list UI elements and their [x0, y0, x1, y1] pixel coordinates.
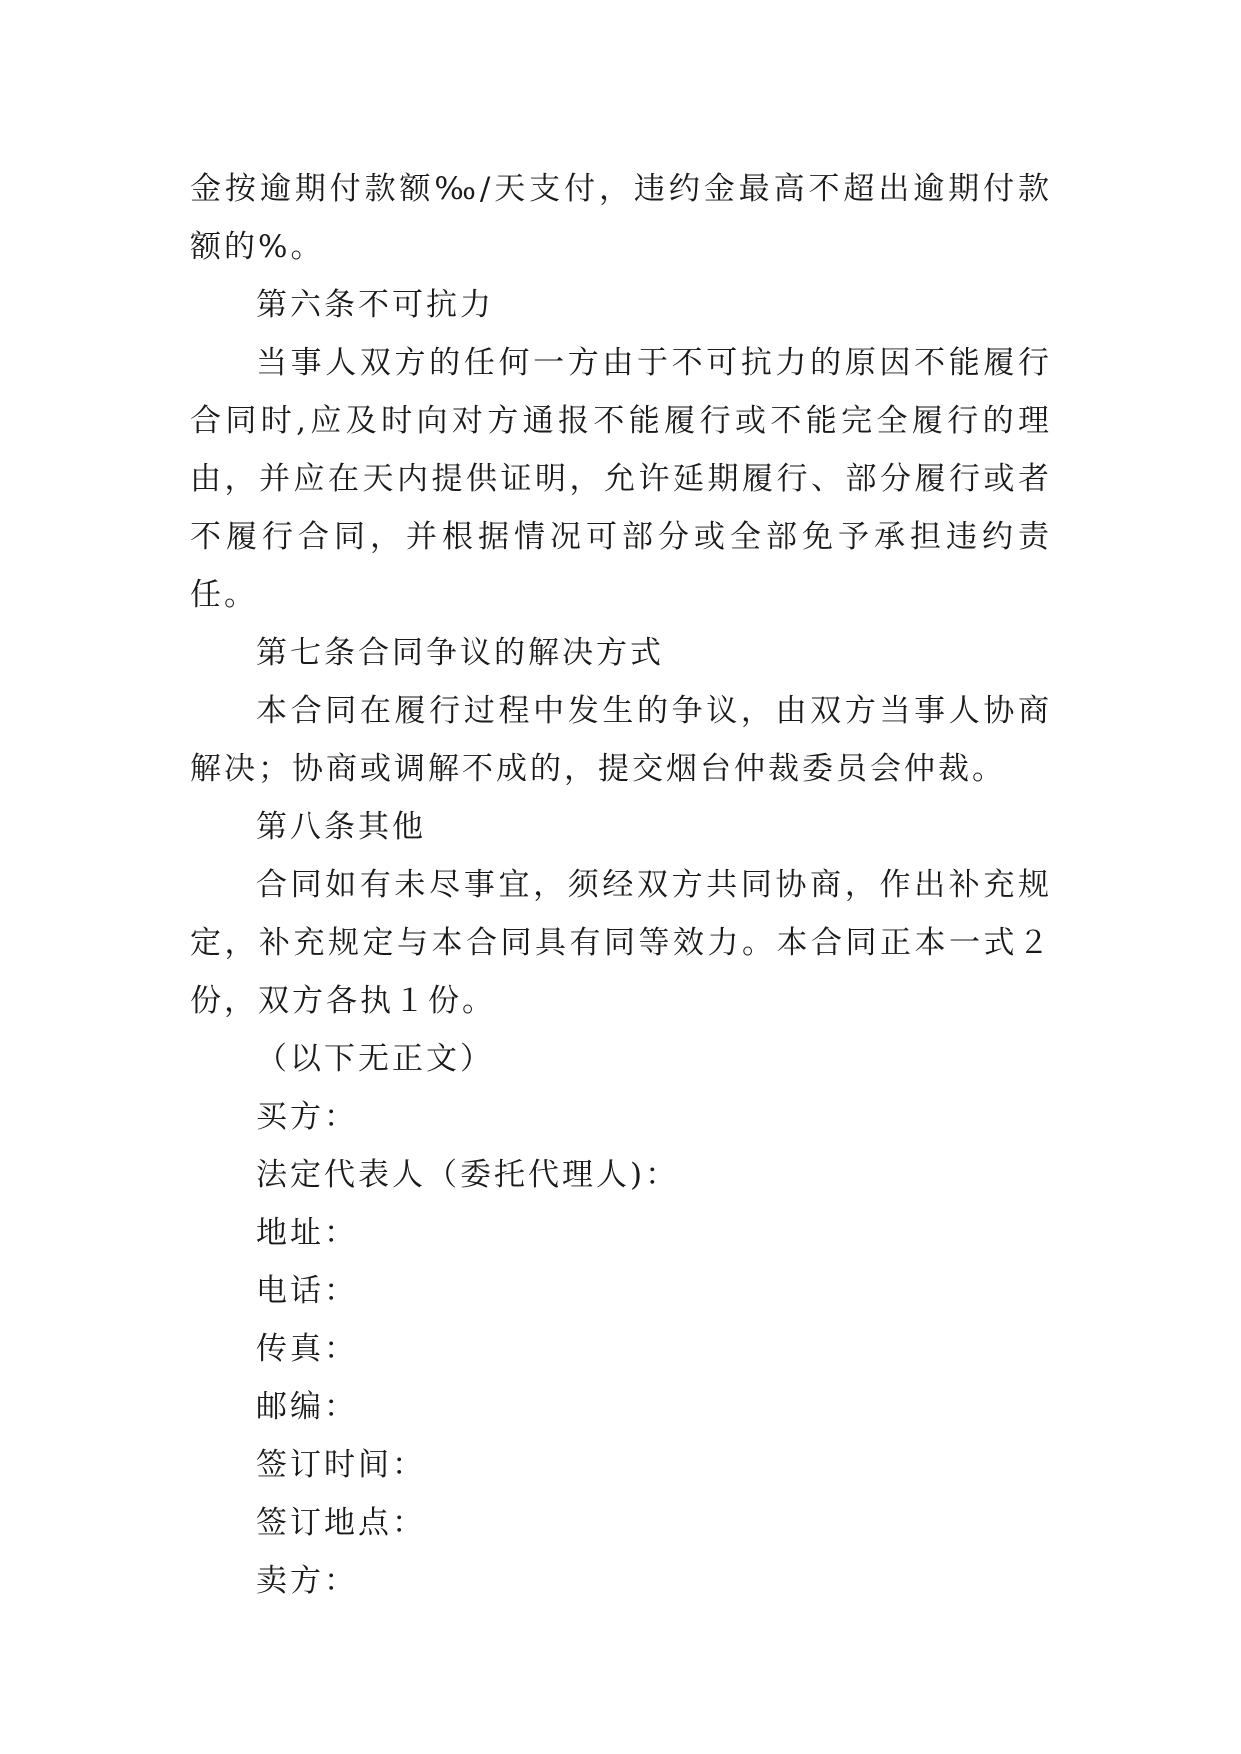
article-6-heading: 第六条不可抗力 [256, 287, 494, 323]
article-6-body: 当事人双方的任何一方由于不可抗力的原因不能履行合同时,应及时向对方通报不能履行或不能完全履行的理由，并应在天内提供证明，允许延期履行、部分履行或者不履行合同，并根据情况可部分或全部免予承担违约责任。 [190, 345, 1052, 613]
article-7-heading: 第七条合同争议的解决方式 [256, 635, 664, 671]
buyer-label: 买方： [256, 1099, 358, 1135]
no-further-text-note: （以下无正文） [256, 1041, 494, 1077]
phone-label: 电话： [256, 1273, 358, 1309]
address-label: 地址： [256, 1215, 358, 1251]
fax-label: 传真： [256, 1331, 358, 1367]
seller-label: 卖方： [256, 1563, 358, 1599]
article-8-heading: 第八条其他 [256, 809, 426, 845]
penalty-clause-continuation: 金按逾期付款额‰/天支付，违约金最高不超出逾期付款额的%。 [190, 171, 1052, 265]
article-7-body: 本合同在履行过程中发生的争议，由双方当事人协商解决；协商或调解不成的，提交烟台仲裁委员会仲裁。 [190, 693, 1052, 787]
document-body [190, 160, 1052, 1610]
legal-representative-label: 法定代表人（委托代理人)： [256, 1157, 680, 1193]
postcode-label: 邮编： [256, 1389, 358, 1425]
article-8-body: 合同如有未尽事宜，须经双方共同协商，作出补充规定，补充规定与本合同具有同等效力。本合同正本一式２份，双方各执１份。 [190, 867, 1052, 1019]
signing-place-label: 签订地点： [256, 1505, 426, 1541]
signing-time-label: 签订时间： [256, 1447, 426, 1483]
